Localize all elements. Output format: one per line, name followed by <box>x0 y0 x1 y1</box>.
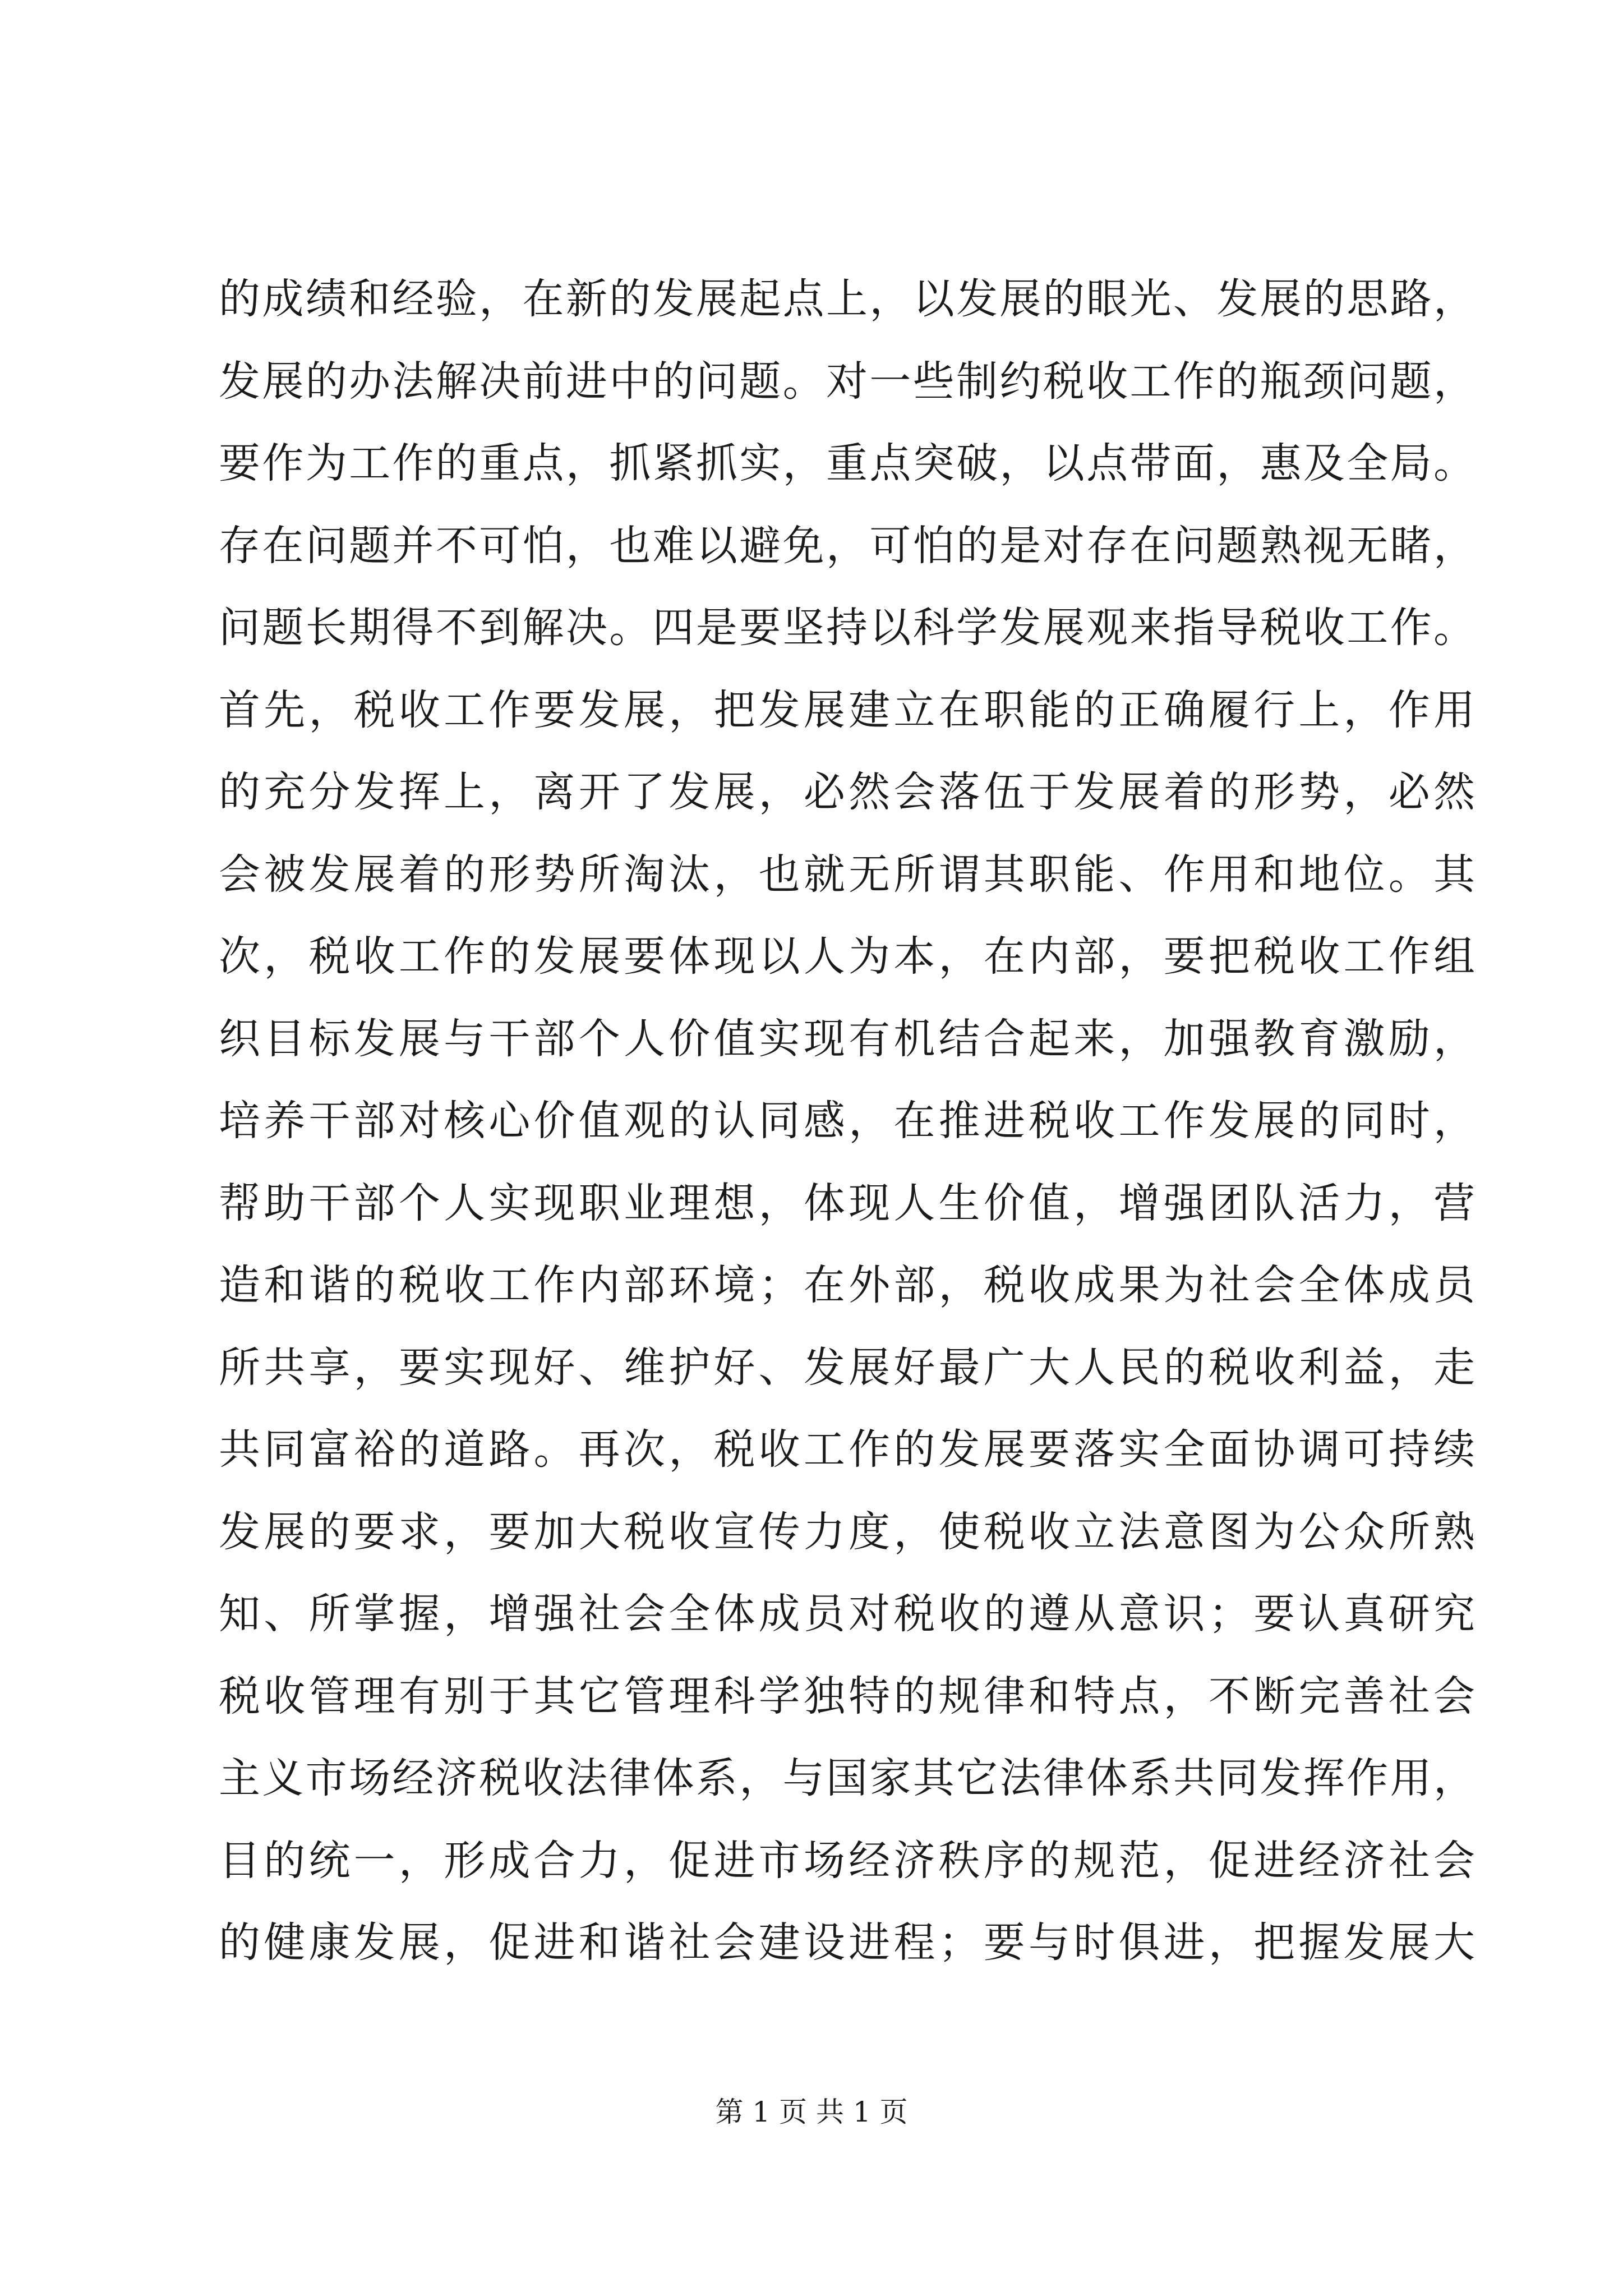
text-line: 所共享，要实现好、维护好、发展好最广大人民的税收利益，走 <box>219 1343 1475 1392</box>
page-number-label: 第 1 页 共 1 页 <box>715 2096 908 2128</box>
text-line: 主义市场经济税收法律体系，与国家其它法律体系共同发挥作用， <box>219 1754 1475 1802</box>
text-line: 会被发展着的形势所淘汰，也就无所谓其职能、作用和地位。其 <box>219 850 1475 899</box>
text-line: 共同富裕的道路。再次，税收工作的发展要落实全面协调可持续 <box>219 1425 1475 1474</box>
text-line: 发展的办法解决前进中的问题。对一些制约税收工作的瓶颈问题， <box>219 357 1475 406</box>
text-line: 首先，税收工作要发展，把发展建立在职能的正确履行上，作用 <box>219 685 1475 734</box>
text-line: 次，税收工作的发展要体现以人为本，在内部，要把税收工作组 <box>219 932 1475 981</box>
text-line: 发展的要求，要加大税收宣传力度，使税收立法意图为公众所熟 <box>219 1507 1475 1556</box>
text-line: 存在问题并不可怕，也难以避免，可怕的是对存在问题熟视无睹， <box>219 521 1475 570</box>
text-line: 培养干部对核心价值观的认同感，在推进税收工作发展的同时， <box>219 1097 1475 1145</box>
text-line: 要作为工作的重点，抓紧抓实，重点突破，以点带面，惠及全局。 <box>219 439 1475 487</box>
text-line: 帮助干部个人实现职业理想，体现人生价值，增强团队活力，营 <box>219 1179 1475 1227</box>
text-line: 问题长期得不到解决。四是要坚持以科学发展观来指导税收工作。 <box>219 604 1475 652</box>
text-line: 织目标发展与干部个人价值实现有机结合起来，加强教育激励， <box>219 1014 1475 1063</box>
text-line: 的健康发展，促进和谐社会建设进程；要与时俱进，把握发展大 <box>219 1918 1475 1967</box>
text-line: 税收管理有别于其它管理科学独特的规律和特点，不断完善社会 <box>219 1672 1475 1720</box>
text-line: 知、所掌握，增强社会全体成员对税收的遵从意识；要认真研究 <box>219 1590 1475 1638</box>
text-line: 目的统一，形成合力，促进市场经济秩序的规范，促进经济社会 <box>219 1836 1475 1885</box>
text-line: 造和谐的税收工作内部环境；在外部，税收成果为社会全体成员 <box>219 1261 1475 1309</box>
body-text <box>219 258 1475 1984</box>
text-line: 的充分发挥上，离开了发展，必然会落伍于发展着的形势，必然 <box>219 768 1475 816</box>
text-line: 的成绩和经验，在新的发展起点上，以发展的眼光、发展的思路， <box>219 275 1475 323</box>
page-footer <box>0 2095 1623 2129</box>
